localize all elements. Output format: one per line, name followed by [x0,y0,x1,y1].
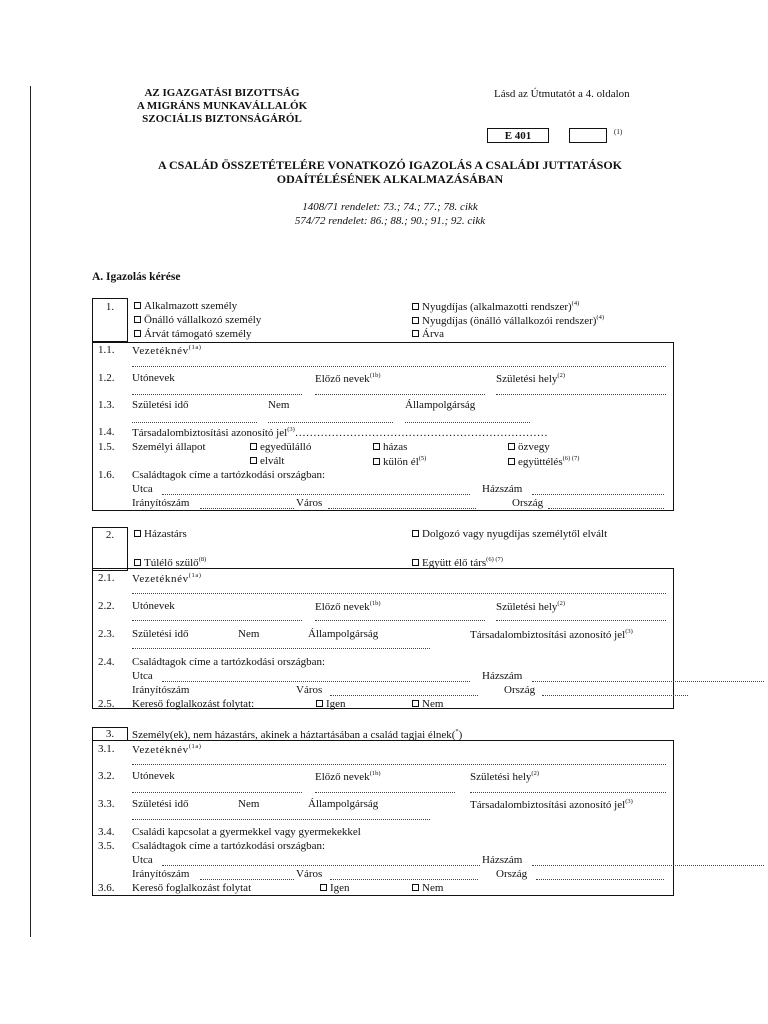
street-field[interactable] [162,494,470,495]
householder-employment-yes[interactable] [320,882,350,894]
spouse-employment-yes[interactable] [316,698,346,710]
householder-employment-no[interactable] [412,882,443,894]
surname-label [132,344,202,357]
row-number: 3.1. [98,743,115,755]
householder-city-field[interactable] [330,879,478,880]
section-a-heading: A. Igazolás kérése [92,271,181,283]
footnote-ref: (6) (7) [486,556,503,563]
issuer-line-1: AZ IGAZGATÁSI BIZOTTSÁG [144,87,300,99]
birthdate-field[interactable] [132,422,257,423]
sex-label: Nem [268,399,290,411]
householder-employment-no-label: Nem [422,882,444,894]
guide-note: Lásd az Útmutatót a 4. oldalon [494,88,630,100]
householder-birthplace-field[interactable] [470,792,666,793]
option-widowed-label: özvegy [518,441,550,453]
zip-label: Irányítószám [132,497,190,509]
sex-field[interactable] [268,422,393,423]
householder-employment-label: Kereső foglalkozást folytat [132,882,252,894]
checkbox-cohabitation[interactable] [508,458,515,465]
householder-sex-label: Nem [238,798,260,810]
householder-zip-field[interactable] [200,879,294,880]
householder-employment-yes-label: Igen [330,882,350,894]
option-married[interactable] [373,441,407,453]
footnote-ref: (1b) [369,600,381,607]
option-single[interactable] [250,441,311,453]
option-self-employed[interactable] [134,314,261,326]
city-label: Város [296,497,323,509]
house-number-label: Házszám [482,483,523,495]
spouse-sex-label: Nem [238,628,260,640]
householder-house-number-field[interactable] [532,865,764,866]
house-number-field[interactable] [532,494,664,495]
section-3-heading-end: ) [458,729,463,741]
spouse-surname-field[interactable] [132,593,666,594]
checkbox-self-employed[interactable] [134,316,141,323]
spouse-surname-text: Vezetéknév [132,573,189,585]
spouse-birthdate-field[interactable] [132,648,430,649]
householder-birthplace-label [470,770,539,783]
ssn-label [132,426,548,439]
section-1-number-box [92,298,128,342]
previous-names-field[interactable] [315,394,485,395]
option-separated-label: külön él [383,456,419,468]
row-number: 3.5. [98,840,115,852]
footnote-ref: (1a) [188,344,202,351]
footnote-ref: (1b) [369,770,381,777]
option-cohabitation-label: együttélés [518,456,563,468]
householder-birthdate-field[interactable] [132,819,430,820]
footnote-ref: (5) [418,455,427,462]
regulation-references [200,200,580,228]
citizenship-label: Állampolgárság [405,399,476,411]
footnote-ref: (1a) [188,743,202,750]
birthplace-label [496,372,565,385]
form-code-box: E 401 [487,128,549,143]
householder-address-label: Családtagok címe a tartózkodási országban: [132,840,326,852]
row-number: 1.3. [98,399,115,411]
householder-previous-names-text: Előző nevek [315,771,370,783]
country-field[interactable] [548,508,664,509]
option-cohabitation[interactable] [508,455,579,468]
country-label: Ország [512,497,544,509]
householder-previous-names-label [315,770,381,783]
footnote-ref: (4) [571,300,580,307]
footnote-ref: (2) [557,600,565,607]
spouse-previous-names-label [315,600,381,613]
spouse-given-names-label: Utónevek [132,600,175,612]
option-divorced[interactable] [250,455,284,467]
option-divorced-from-worker[interactable] [412,528,607,540]
regulation-line-1: 1408/71 rendelet: 73.; 74.; 77.; 78. cikk [302,201,478,213]
footnote-ref: (2) [557,372,565,379]
checkbox-separated[interactable] [373,458,380,465]
issuer-block [104,87,340,126]
footnote-ref: (3) [287,426,295,433]
option-pensioner-employee-label: Nyugdíjas (alkalmazotti rendszer) [422,301,572,313]
surname-field[interactable] [132,366,666,367]
option-employed-label: Alkalmazott személy [144,300,238,312]
checkbox-divorced-from-worker[interactable] [412,530,419,537]
spouse-birthplace-text: Születési hely [496,601,558,613]
street-label: Utca [132,483,153,495]
householder-street-label: Utca [132,854,153,866]
checkbox-married[interactable] [373,443,380,450]
spouse-employment-no-label: Nem [422,698,444,710]
option-married-label: házas [383,441,408,453]
birthplace-field[interactable] [496,394,666,395]
householder-birthdate-label: Születési idő [132,798,189,810]
row-number: 2.2. [98,600,115,612]
footnote-ref: (3) [625,798,633,805]
form-code-footnote: (1) [614,128,623,136]
householder-previous-names-field[interactable] [315,792,455,793]
householder-given-names-label: Utónevek [132,770,175,782]
householder-citizenship-label: Állampolgárság [308,798,379,810]
householder-given-names-field[interactable] [132,792,302,793]
row-number: 3.2. [98,770,115,782]
footnote-ref: * [455,728,459,735]
regulation-line-2: 574/72 rendelet: 86.; 88.; 90.; 91.; 92. cikk [294,215,486,227]
householder-zip-label: Irányítószám [132,868,190,880]
zip-field[interactable] [200,508,294,509]
footnote-ref: (3) [625,628,633,635]
row-number: 2.3. [98,628,115,640]
checkbox-spouse-employment-yes[interactable] [316,700,323,707]
spouse-ssn-label [470,628,633,641]
footnote-ref: (6) (7) [562,455,580,462]
checkbox-householder-employment-yes[interactable] [320,884,327,891]
option-spouse-label: Házastárs [144,528,187,540]
householder-surname-label [132,743,202,756]
spouse-citizenship-label: Állampolgárság [308,628,379,640]
option-orphan[interactable] [412,328,444,340]
ssn-field[interactable]: …………………………………………………………… [294,427,548,439]
checkbox-spouse[interactable] [134,530,141,537]
householder-surname-field[interactable] [132,764,666,765]
option-orphan-supporter-label: Árvát támogató személy [144,328,252,340]
section-2-number-box [92,527,128,571]
row-number: 3.6. [98,882,115,894]
spouse-city-label: Város [296,684,323,696]
checkbox-householder-employment-no[interactable] [412,884,419,891]
option-spouse[interactable] [134,528,187,540]
section-2-number: 2. [105,529,115,541]
row-number: 1.2. [98,372,115,384]
option-pensioner-self-employed-label: Nyugdíjas (önálló vállalkozói rendszer) [422,315,597,327]
previous-names-label [315,372,381,385]
checkbox-spouse-employment-no[interactable] [412,700,419,707]
spouse-country-field[interactable] [542,695,688,696]
footnote-ref: (8) [198,556,207,563]
spouse-previous-names-text: Előző nevek [315,601,370,613]
householder-surname-text: Vezetéknév [132,744,189,756]
option-divorced-from-worker-label: Dolgozó vagy nyugdíjas személytől elvált [422,528,608,540]
option-orphan-label: Árva [422,328,444,340]
section-1-number: 1. [105,301,115,313]
householder-country-field[interactable] [536,879,664,880]
option-single-label: egyedülálló [260,441,312,453]
relationship-label: Családi kapcsolat a gyermekkel vagy gyermekekkel [132,826,361,838]
citizenship-field[interactable] [405,422,530,423]
spouse-zip-label: Irányítószám [132,684,190,696]
issuer-line-2: A MIGRÁNS MUNKAVÁLLALÓK [136,100,308,112]
row-number: 2.4. [98,656,115,668]
spouse-birthdate-label: Születési idő [132,628,189,640]
row-number: 2.5. [98,698,115,710]
spouse-employment-label: Kereső foglalkozást folytat: [132,698,255,710]
checkbox-orphan[interactable] [412,330,419,337]
spouse-previous-names-field[interactable] [315,620,485,621]
spouse-birthplace-label [496,600,565,613]
previous-names-text: Előző nevek [315,373,370,385]
spouse-employment-no[interactable] [412,698,443,710]
checkbox-cohabiting-partner[interactable] [412,559,419,566]
section-3-heading-text: Személy(ek), nem házastárs, akinek a háztartásában a család tagjai élnek( [132,729,456,741]
option-employed[interactable] [134,300,237,312]
marital-status-label: Személyi állapot [132,441,206,453]
section-3-number: 3. [105,728,115,740]
spouse-house-number-label: Házszám [482,670,523,682]
form-title-line-2: ODAÍTÉLÉSÉNEK ALKALMAZÁSÁBAN [276,172,504,186]
checkbox-single[interactable] [250,443,257,450]
checkbox-divorced[interactable] [250,457,257,464]
checkbox-surviving-parent[interactable] [134,559,141,566]
checkbox-pensioner-employee[interactable] [412,303,419,310]
checkbox-orphan-supporter[interactable] [134,330,141,337]
spouse-birthplace-field[interactable] [496,620,666,621]
row-number: 2.1. [98,572,115,584]
option-pensioner-self-employed[interactable] [412,314,604,327]
option-surviving-parent-label: Túlélő szülő [144,557,199,569]
householder-ssn-text: Társadalombiztosítási azonosító jel [470,799,626,811]
checkbox-widowed[interactable] [508,443,515,450]
row-number: 1.4. [98,426,115,438]
option-widowed[interactable] [508,441,550,453]
householder-country-label: Ország [496,868,528,880]
given-names-field[interactable] [132,394,302,395]
address-label: Családtagok címe a tartózkodási országban: [132,469,326,481]
spouse-surname-label [132,572,202,585]
row-number: 1.6. [98,469,115,481]
form-title [100,158,680,186]
spouse-street-label: Utca [132,670,153,682]
form-code-extra-field[interactable] [569,128,607,143]
spouse-address-label: Családtagok címe a tartózkodási országban: [132,656,326,668]
spouse-country-label: Ország [504,684,536,696]
surname-text: Vezetéknév [132,345,189,357]
left-margin-rule [30,86,31,937]
checkbox-pensioner-self-employed[interactable] [412,317,419,324]
ssn-text: Társadalombiztosítási azonosító jel [132,427,288,439]
householder-birthplace-text: Születési hely [470,771,532,783]
spouse-employment-yes-label: Igen [326,698,346,710]
option-pensioner-employee[interactable] [412,300,579,313]
option-divorced-label: elvált [260,455,285,467]
spouse-house-number-field[interactable] [532,681,764,682]
city-field[interactable] [328,508,476,509]
row-number: 1.5. [98,441,115,453]
householder-street-field[interactable] [162,865,480,866]
householder-ssn-label [470,798,633,811]
householder-house-number-label: Házszám [482,854,523,866]
option-orphan-supporter[interactable] [134,328,252,340]
form-title-line-1: A CSALÁD ÖSSZETÉTELÉRE VONATKOZÓ IGAZOLÁS A CSALÁDI JUTTATÁSOK [158,158,622,172]
footnote-ref: (2) [531,770,539,777]
footnote-ref: (1a) [188,572,202,579]
spouse-ssn-text: Társadalombiztosítási azonosító jel [470,629,626,641]
section-3-number-box [92,727,128,741]
row-number: 3.3. [98,798,115,810]
birthplace-text: Születési hely [496,373,558,385]
householder-city-label: Város [296,868,323,880]
option-self-employed-label: Önálló vállalkozó személy [144,314,262,326]
spouse-city-field[interactable] [330,695,478,696]
option-cohabiting-partner-label: Együtt élő társ [422,557,487,569]
issuer-line-3: SZOCIÁLIS BIZTONSÁGÁRÓL [142,113,302,125]
checkbox-employed[interactable] [134,302,141,309]
row-number: 1.1. [98,344,115,356]
given-names-label: Utónevek [132,372,175,384]
spouse-street-field[interactable] [162,681,470,682]
footnote-ref: (4) [596,314,605,321]
option-separated[interactable] [373,455,426,468]
birthdate-label: Születési idő [132,399,189,411]
footnote-ref: (1b) [369,372,381,379]
spouse-given-names-field[interactable] [132,620,302,621]
row-number: 3.4. [98,826,115,838]
